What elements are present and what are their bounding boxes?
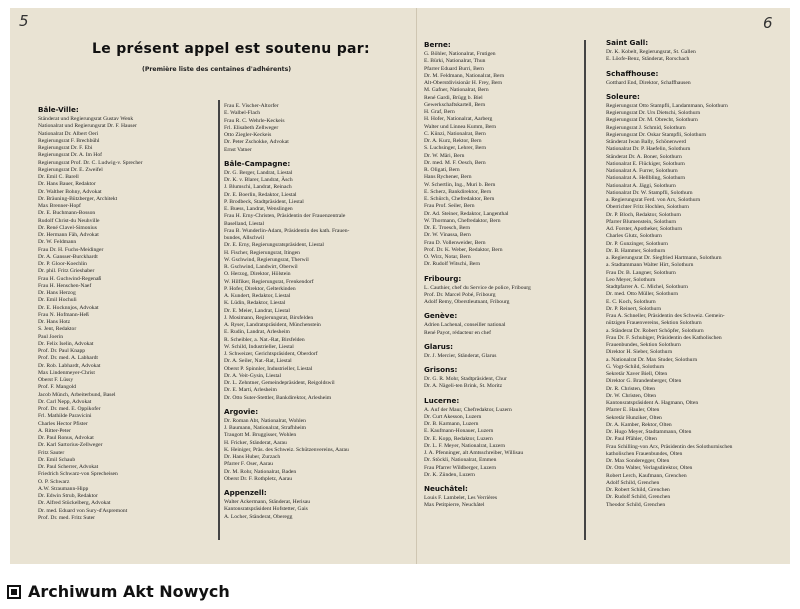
supporter-entry: Charles Hector Pfister [38, 420, 88, 427]
supporter-entry: a. Nationalrat Dr. Max Studer, Solothurn [606, 356, 698, 363]
supporter-entry: H. Fricker, Ständerat, Aarau [224, 439, 287, 446]
supporter-entry: O. Wirz, Notar, Bern [424, 254, 471, 260]
supporter-entry: Oberrichter Fritz Hochlen, Solothurn [606, 204, 689, 211]
supporter-entry: Frau N. Hofmann-Heß [38, 311, 89, 318]
supporter-entry: Traugott M. Bruggisser, Wohlen [224, 432, 297, 439]
supporter-entry: Dr. Peter Zschokke, Advokat [224, 139, 289, 146]
supporter-entry: Dr. Hans Herzog [38, 290, 76, 296]
supporter-entry: Regierungsrat Dr. Oskar Stampfli, Solothurn [606, 131, 707, 138]
supporter-entry: Dr. med. M. F. Oesch, Bern [424, 159, 486, 166]
supporter-entry: Regierungsrat Dr. Urs Dietschi, Solothurn [606, 110, 701, 116]
supporter-entry: Regierungsrat Dr. A. Im Hof [38, 152, 103, 159]
supporter-entry: Dr. Emil Schaub [38, 456, 76, 463]
supporter-entry: H. Hofer, Nationalrat, Aarberg [424, 116, 493, 123]
supporter-entry: E. Löofe-Benz, Ständerat, Rorschach [606, 56, 690, 63]
supporter-entry: Ernst Vatner [224, 146, 252, 153]
supporter-entry: Dr. W. Vinassa, Bern [424, 232, 471, 239]
supporter-entry: Dr. E. Erny, Regierungsratspräsident, Liestal [224, 242, 324, 249]
supporter-entry: Oberst Dr. F. Rothpletz, Aarau [224, 475, 293, 482]
section-heading: Lucerne: [424, 395, 460, 405]
supporter-entry: Dr. E. Troesch, Bern [424, 225, 470, 231]
supporter-entry: Regierungsrat J. Schmid, Solothurn [606, 124, 686, 131]
column-divider [584, 40, 586, 540]
supporter-entry: Baselland, Liestal [224, 220, 265, 227]
supporter-entry: K. Lüdin, Redaktor, Liestal [224, 300, 286, 307]
supporter-entry: Paul Joerin [38, 333, 64, 340]
supporter-entry: Nationalrat A. Hellbling, Solothurn [606, 175, 686, 182]
column-divider [218, 100, 220, 540]
supporter-entry: E. C. Koch, Solothurn [606, 298, 656, 305]
supporter-entry: Frau H. Henschen-Naef [38, 282, 92, 289]
supporter-entry: W. Hilfiker, Regierungsrat, Frenkendorf [224, 278, 314, 285]
supporter-entry: Stadtpfarrer A. C. Michel, Solothurn [606, 284, 688, 290]
supporter-entry: Nationalrat E. Flückiger, Solothurn [606, 160, 685, 167]
supporter-entry: W. Schild, Industrieller, Liestal [224, 343, 294, 350]
supporter-entry: P. Brodbeck, Stadtpräsident, Liestal [224, 198, 304, 205]
supporter-entry: E. Buess, Landrat, Wenslingen [224, 206, 293, 212]
supporter-entry: Ad. Forster, Apotheker, Solothurn [606, 226, 682, 232]
column-2 [224, 103, 404, 559]
supporter-entry: Dr. Felix Iselin, Advokat [38, 340, 94, 347]
supporter-entry: Dr. W. Christen, Olten [606, 392, 657, 399]
supporter-entry: Dr. B. Karmann, Luzern [424, 421, 479, 427]
supporter-entry: H. Fischer, Regierungsrat, Itingen [224, 249, 300, 256]
supporter-entry: R. Scheibler, a. Nat.-Rat, Birsfelden [224, 336, 305, 343]
supporter-entry: H. Graf, Bern [424, 109, 455, 115]
supporter-entry: Dr. Curt Akesson, Luzern [424, 413, 482, 420]
supporter-entry: René Payot, rédacteur en chef [424, 329, 491, 336]
supporter-entry: Frauenbundes, Sektion Solothurn [606, 342, 681, 348]
supporter-entry: Frau B. Wunderlin-Adam, Präsidentin des kath. Frauen- [224, 227, 350, 234]
supporter-entry: Dr. L. Zehntner, Gemeindepräsident, Reigoldswil [224, 380, 335, 386]
supporter-entry: Dr. Hugo Meyer, Stadtammann, Olten [606, 429, 692, 435]
supporter-entry: Max Lindenmeyer-Christ [38, 369, 95, 376]
section-heading: Bâle-Campagne: [224, 158, 291, 168]
supporter-entry: Fritz Sauter [38, 449, 65, 456]
supporter-entry: Louis F. Lambelet, Les Verrières [424, 495, 498, 501]
supporter-entry: E. Kaufmann-Honauer, Luzern [424, 428, 494, 435]
supporter-entry: Pfarrer F. Oser, Aarau [224, 461, 273, 468]
supporter-entry: W. Thormann, Chefredaktor, Bern [424, 217, 501, 224]
page-fold [416, 8, 417, 564]
supporter-entry: Dr. K. Kobelt, Regierungsrat, St. Gallen [606, 49, 696, 55]
supporter-entry: Ständerat und Regierungsrat Gustav Wenk [38, 116, 134, 122]
supporter-entry: G. Böhler, Nationalrat, Frutigen [424, 51, 496, 57]
supporter-entry: A. Locher, Ständerat, Oberegg [224, 513, 293, 520]
document-title: Le présent appel est soutenu par: [92, 41, 370, 57]
section-heading: Fribourg: [424, 273, 462, 283]
supporter-entry: Ständerat Iwan Bally, Schönenwerd [606, 139, 687, 145]
supporter-entry: Otto Ziegler-Keckeis [224, 132, 272, 138]
supporter-entry: a. Regierungsrat Dr. Siegfried Hartmann, Solothurn [606, 255, 722, 261]
supporter-entry: Dr. Emil C. Barell [38, 174, 79, 180]
archive-name: Archiwum Akt Nowych [28, 582, 230, 601]
supporter-entry: J. Baumann, Nationalrat, Strafhheim [224, 425, 307, 431]
supporter-entry: Regierungsrat Dr. F. Ebi [38, 145, 93, 151]
section-heading: Saint Gall: [606, 38, 649, 47]
supporter-entry: Dr. E. Kopp, Redaktor, Luzern [424, 435, 493, 442]
supporter-entry: A. Auf der Maur, Chefredaktor, Luzern [424, 406, 512, 413]
section-heading: Bâle-Ville: [38, 105, 79, 114]
supporter-entry: Dr. Hans Bauer, Redaktor [38, 181, 96, 188]
supporter-entry: Dr. Paul Ronus, Advokat [38, 435, 94, 441]
supporter-entry: Frau Schilling-von Arx, Präsidentin des Solothurnischen [606, 443, 733, 450]
supporter-entry: A. Ritter-Peter [38, 427, 71, 434]
supporter-entry: A. Kundert, Redaktor, Liestal [224, 293, 291, 299]
supporter-entry: Dr. A. Veit-Gysin, Liestal [224, 372, 282, 379]
column-1 [38, 105, 218, 525]
supporter-entry: J. Mosimann, Regierungsrat, Birsfelden [224, 314, 314, 321]
supporter-entry: Nationalrat Dr. P. Haefelin, Solothurn [606, 146, 691, 153]
supporter-entry: Ständerat Dr. A. Boner, Solothurn [606, 153, 682, 160]
supporter-entry: Frl. Elisabeth Zellweger [224, 124, 279, 131]
supporter-entry: Adolf Schild, Grenchen [606, 479, 660, 486]
supporter-entry: J. A. Pfenninger, alt Amtsschreiber, Willisau [424, 450, 524, 456]
supporter-entry: Dr. Ad. Steiner, Redaktor, Langenthal [424, 210, 509, 217]
supporter-entry: E. Walbel-Flach [224, 110, 261, 117]
supporter-entry: E. Rudin, Landrat, Arlesheim [224, 329, 290, 336]
supporter-entry: Dr. P. Bloch, Redaktor, Solothurn [606, 211, 681, 218]
supporter-entry: W. Schertlin, Ing., Muri b. Bern [424, 181, 496, 188]
supporter-entry: Kantonsratspräsident A. Hagmann, Olten [606, 400, 699, 406]
supporter-entry: P. Hofer, Direktor, Gelterkinden [224, 285, 296, 292]
supporter-entry: Regierungsrat Prof. Dr. C. Ludwig-v. Sprecher [38, 159, 143, 166]
supporter-entry: R. Oligati, Bern [424, 167, 460, 173]
supporter-entry: Prof. Dr. med. E. Oppikofer [38, 406, 101, 412]
supporter-entry: J. Schweizer, Gerichtspräsident, Oberdorf [224, 351, 318, 357]
supporter-entry: Oberst P. Spinnler, Industrieller, Liestal [224, 365, 313, 372]
supporter-entry: Dr. E. Hocknnjos, Advokat [38, 304, 99, 311]
supporter-entry: Dr. G. Berger, Landrat, Liestal [224, 169, 293, 176]
supporter-entry: Frau H. Guchwind-Regenaß [38, 275, 102, 282]
supporter-entry: Alt-Oberstdivisionär H. Frey, Bern [424, 80, 503, 86]
supporter-entry: René Gardi, Brügg b. Biel [424, 94, 483, 101]
supporter-entry: Frau Dr. H. Fuchs-Meidinger [38, 246, 104, 253]
supporter-entry: bundes, Allschwil [224, 235, 265, 241]
supporter-entry: a. Ständerat Dr. Robert Schöpfer, Solothurn [606, 327, 704, 334]
section-heading: Soleure: [606, 91, 640, 101]
supporter-entry: Dr. Hans Huber, Zurzach [224, 454, 281, 460]
supporter-entry: Dr. Paul Scherrer, Advokat [38, 464, 99, 470]
supporter-entry: Dr. K. Zünden, Luzern [424, 471, 475, 478]
supporter-entry: Dr. Roman Abt, Nationalrat, Wohlen [224, 417, 306, 424]
supporter-entry: Frau H. Erny-Christen, Präsidentin der Frauenzentrale [224, 213, 346, 220]
supporter-entry: Frau Prof. Seiler, Bern [424, 203, 475, 210]
supporter-entry: Dr. Edwin Strub, Redaktor [38, 493, 98, 499]
supporter-entry: Dr. W. Märi, Bern [424, 152, 465, 159]
supporter-entry: A.W. Straumann-Hipp [38, 485, 89, 492]
column-3 [424, 40, 582, 558]
supporter-entry: Dr. phil. Fritz Grieshaber [38, 268, 95, 275]
archive-logo-icon [7, 585, 21, 599]
supporter-entry: Dr. A. Kurz, Rektor, Bern [424, 138, 482, 144]
supporter-entry: Frl. Mathilde Paravicini [38, 413, 92, 420]
supporter-entry: Leo Meyer, Solothurn [606, 276, 656, 283]
supporter-entry: Dr. Bräuning-Bützberger, Architekt [38, 195, 118, 202]
supporter-entry: Hans Rychener, Bern [424, 174, 472, 181]
supporter-entry: Nationalrat und Regierungsrat Dr. F. Hauser [38, 123, 137, 130]
supporter-entry: Prof. Dr. Paul Knapp [38, 348, 86, 354]
supporter-entry: S. Luchsinger, Lehrer, Bern [424, 145, 486, 152]
supporter-entry: Dr. A. Seiler, Nat.-Rat, Liestal [224, 358, 292, 365]
supporter-entry: Pfarrer Blumenstein, Solothurn [606, 218, 677, 225]
supporter-entry: Frau D. Vollenweider, Bern [424, 239, 486, 246]
supporter-entry: Dr. W. Feldmann [38, 239, 77, 246]
supporter-entry: Prof. Dr. med. Fritz Suter [38, 514, 96, 521]
supporter-entry: Theodor Schild, Grenchen [606, 501, 666, 508]
supporter-entry: Frau Dr. B. Langner, Solothurn [606, 269, 676, 276]
supporter-entry: Dr. G. R. Mohr, Stadtpräsident, Chur [424, 376, 507, 382]
supporter-entry: Nationalrat Dr. W. Stampfli, Solothurn [606, 189, 693, 196]
supporter-entry: Walter und Linnea Kumm, Bern [424, 123, 497, 130]
supporter-entry: Dr. M. Feldmann, Nationalrat, Bern [424, 72, 505, 79]
supporter-entry: katholischen Frauenbundes, Olten [606, 450, 683, 457]
supporter-entry: Dr. Rudolf Schild, Grenchen [606, 494, 671, 501]
supporter-entry: Gewerkschaftskartell, Bern [424, 101, 486, 108]
supporter-entry: Dr. Paul Pfähler, Olten [606, 436, 657, 443]
supporter-entry: Nationalrat A. Furrer, Solothurn [606, 168, 678, 174]
supporter-entry: Rudolf Christ-du Neuhville [38, 217, 100, 224]
supporter-entry: Max Petitpierre, Neuchâtel [424, 502, 485, 509]
supporter-entry: R. Gschwind, Landwirt, Oberwil [224, 264, 298, 270]
supporter-entry: Nationalrat A. Jäggi, Solothurn [606, 182, 676, 189]
supporter-entry: Dr. Rob. Labhardt, Advokat [38, 362, 101, 369]
supporter-entry: Prof. Dr. med. A. Labhardt [38, 355, 98, 362]
supporter-entry: Dr. J. Mercier, Ständerat, Glarus [424, 352, 497, 359]
supporter-entry: Dr. A. Kamber, Rektor, Olten [606, 421, 672, 428]
supporter-entry: nützigen Frauenvereins, Sektion Solothurn [606, 320, 702, 327]
supporter-entry: Dr. Rudolf Witschi, Bern [424, 261, 481, 268]
supporter-entry: Regierungsrat Dr. M. Obrecht, Solothurn [606, 117, 698, 124]
supporter-entry: Oberst F. Lüssy [38, 377, 74, 383]
supporter-entry: Dr. med. Otto Müller, Solothurn [606, 291, 679, 298]
supporter-entry: Adrien Lachenal, conseiller national [424, 322, 506, 329]
supporter-entry: Dr. P. Gloor-Koechlin [38, 261, 87, 267]
supporter-entry: Dr. Karl Sartorius-Zellweger [38, 442, 103, 449]
supporter-entry: Pfarrer E. Hauler, Olten [606, 407, 660, 414]
supporter-entry: Dr. Otto Walter, Verlagsdirektor, Olten [606, 465, 693, 472]
document-subtitle: (Première liste des centaines d'adhérents) [142, 66, 292, 73]
section-heading: Neuchâtel: [424, 484, 468, 493]
supporter-entry: Sekretär Hunziker, Olten [606, 414, 662, 421]
supporter-entry: Sekretär Xaver Biell, Olten [606, 371, 668, 377]
supporter-entry: Dr. A. Gansser-Burckhardt [38, 253, 98, 260]
supporter-entry: Frau A. Schneller, Präsidentin des Schweiz. Gemein- [606, 313, 725, 319]
supporter-entry: Nationalrat Dr. Albert Oeri [38, 130, 99, 137]
supporter-entry: Charles Glutz, Solothurn [606, 233, 662, 240]
supporter-entry: Dr. E. Boerlin, Redaktor, Liestal [224, 191, 297, 198]
supporter-entry: Dr. P. Reinert, Solothurn [606, 305, 662, 312]
supporter-entry: Frau Pfarrer Wildberger, Luzern [424, 464, 497, 471]
supporter-entry: Dr. B. Hammer, Solothurn [606, 247, 666, 254]
supporter-entry: Dr. Robert Schild, Grenchen [606, 487, 670, 493]
supporter-entry: Max Brenner-Hopf [38, 203, 81, 209]
section-heading: Berne: [424, 40, 451, 49]
supporter-entry: L. Cauthier, chef du Service de police, Fribourg [424, 284, 531, 291]
supporter-entry: Dr. Walther Bohny, Advokat [38, 188, 102, 195]
supporter-entry: K. Heiniger, Präs. des Schweiz. Schützenvereins, Aarau [224, 446, 349, 453]
supporter-entry: Direktor G. Brandenberger, Olten [606, 378, 682, 385]
supporter-entry: Direktor H. Sieber, Solothurn [606, 349, 673, 356]
supporter-entry: Dr. Max Sonderegger, Olten [606, 458, 670, 464]
supporter-entry: Dr. P. Gunzinger, Solothurn [606, 240, 668, 247]
supporter-entry: Regierungsrat F. Brechbühl [38, 137, 100, 144]
supporter-entry: Prof. Dr. Marcel Pobé, Fribourg [424, 291, 496, 298]
supporter-entry: Dr. M. Rohr, Nationalrat, Baden [224, 468, 297, 475]
supporter-entry: Dr. E. Meier, Landrat, Liestal [224, 307, 290, 314]
supporter-entry: J. Blumschi, Landrat, Reinach [224, 184, 292, 191]
supporter-entry: Adolf Remy, Oberstleutnant, Fribourg [424, 299, 510, 305]
page-number-left: 5 [19, 12, 29, 30]
supporter-entry: Dr. med. Eduard von Sury-d'Aspremont [38, 507, 128, 514]
supporter-entry: Regierungsrat Otto Stampfli, Landammann, Solothurn [606, 102, 728, 109]
supporter-entry: Walter Ackermann, Ständerat, Herisau [224, 499, 311, 505]
supporter-entry: Jacob Münch, Arbeiterbund, Basel [38, 391, 116, 398]
supporter-entry: Gotthard End, Direktor, Schaffhausen [606, 79, 691, 86]
supporter-entry: a. Stadtammann Walter Hirt, Solothurn [606, 262, 694, 269]
supporter-entry: Pfarrer Eduard Burri, Bern [424, 65, 484, 72]
supporter-entry: M. Gafner, Nationalrat, Bern [424, 87, 489, 94]
supporter-entry: S. Jent, Redaktor [38, 326, 77, 333]
supporter-entry: Dr. Stöckli, Nationalrat, Emmen [424, 457, 497, 464]
supporter-entry: Dr. A. Nägeli-ten Brink, St. Moritz [424, 383, 503, 390]
supporter-entry: Dr. E. Marti, Arlesheim [224, 387, 277, 394]
supporter-entry: Frau R. C. Wehrle-Keckeis [224, 117, 285, 124]
page-number-right: 6 [763, 14, 773, 32]
supporter-entry: G. Vogt-Schild, Solothurn [606, 363, 665, 370]
supporter-entry: E. Schürch, Chefredaktor, Bern [424, 196, 495, 202]
supporter-entry: Dr. Emil Hochuli [38, 297, 77, 304]
supporter-entry: Prof. Dr. K. Weber, Redaktor, Bern [424, 246, 503, 253]
supporter-entry: Dr. E. Buchmann-Bosson [38, 210, 96, 217]
supporter-entry: Dr. René Clavel-Simonius [38, 224, 97, 231]
supporter-entry: Prof. F. Mangold [38, 384, 77, 391]
supporter-entry: O. Herzog, Direktor, Hölstein [224, 271, 291, 278]
supporter-entry: Dr. Hermann Fäh, Advokat [38, 232, 99, 238]
column-4 [606, 38, 786, 556]
supporter-entry: Dr. R. Christen, Olten [606, 385, 656, 392]
section-heading: Grisons: [424, 365, 458, 374]
supporter-entry: Robert Lerch, Kaufmann, Grenchen [606, 472, 687, 479]
section-heading: Glarus: [424, 341, 454, 351]
supporter-entry: A. Ryser, Landratspräsident, Münchenstein [224, 322, 321, 328]
supporter-entry: E. Bürki, Nationalrat, Thun [424, 58, 486, 65]
section-heading: Schaffhouse: [606, 68, 659, 78]
supporter-entry: Dr. L. F. Meyer, Nationalrat, Luzern [424, 442, 506, 449]
supporter-entry: Dr. Carl Nepp, Advokat [38, 398, 92, 405]
supporter-entry: O. P. Schwarz [38, 478, 70, 485]
supporter-entry: Friedrich Schwarz-von Sprecheisen [38, 471, 118, 478]
supporter-entry: Regierungsrat Dr. E. Zweifel [38, 166, 103, 173]
supporter-entry: C. Künzi, Nationalrat, Bern [424, 130, 486, 137]
supporter-entry: Dr. Alfred Stückelberg, Advokat [38, 500, 111, 507]
supporter-entry: Frau Dr. F. Schubiger, Präsidentin des Katholischen [606, 334, 722, 341]
supporter-entry: Dr. Hans Hotz [38, 319, 71, 325]
supporter-entry: Dr. K. v. Blarer, Landrat, Äsch [224, 177, 293, 183]
supporter-entry: Dr. Otto Suter-Stettler, Bankdirektor, Arlesheim [224, 394, 332, 401]
supporter-entry: Frau E. Vischer-Altorfer [224, 103, 279, 109]
supporter-entry: Kantonsratspräsident Hofstetter, Gais [224, 506, 308, 513]
supporter-entry: E. Scherz, Bankdirektor, Bern [424, 188, 492, 195]
section-heading: Argovie: [224, 406, 259, 416]
supporter-entry: W. Gschwind, Regierungsrat, Therwil [224, 256, 309, 263]
supporter-entry: a. Regierungsrat Ferd. von Arx, Solothurn [606, 197, 701, 203]
section-heading: Appenzell: [224, 488, 267, 497]
section-heading: Genève: [424, 311, 458, 321]
